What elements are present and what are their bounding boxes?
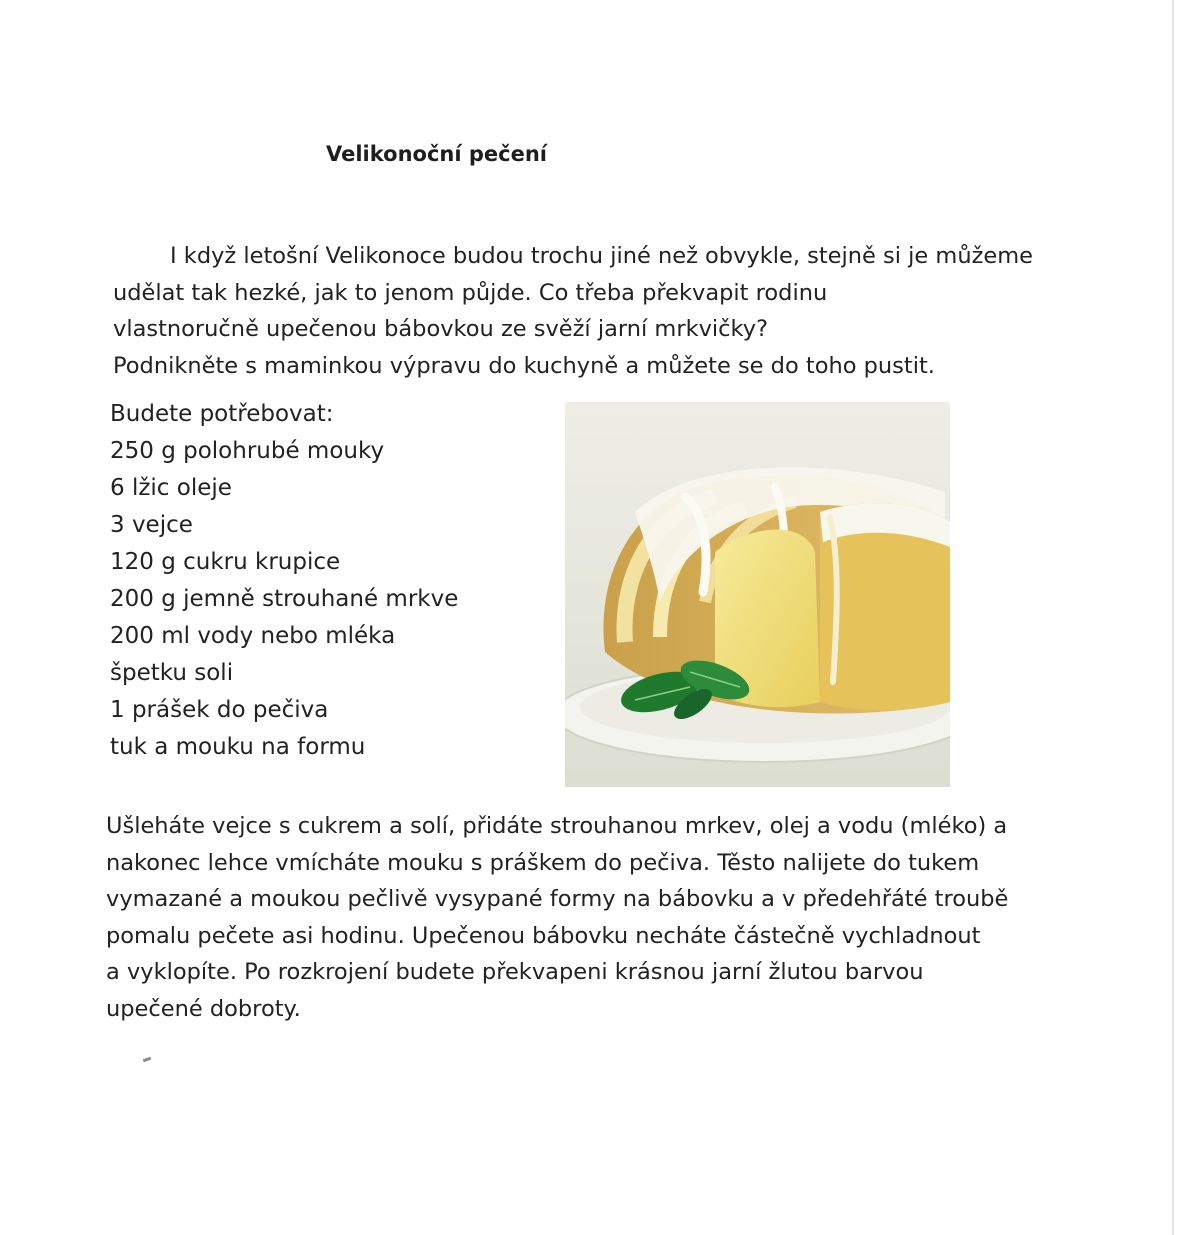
ingredient-item: 200 g jemně strouhané mrkve: [110, 586, 459, 612]
ingredients-heading: Budete potřebovat:: [110, 401, 334, 427]
ingredient-item: 200 ml vody nebo mléka: [110, 623, 396, 649]
page-title: Velikonoční pečení: [326, 142, 547, 166]
intro-paragraph: [113, 238, 1053, 384]
method-line: upečené dobroty.: [106, 995, 301, 1022]
method-line: vymazané a moukou pečlivě vysypané formy na bábovku a v předehřáté troubě: [106, 886, 1009, 912]
ingredient-item: špetku soli: [110, 660, 234, 686]
intro-line: I když letošní Velikonoce budou trochu jiné než obvykle, stejně si je můžeme: [170, 243, 1033, 269]
ingredient-item: 1 prášek do pečiva: [110, 697, 329, 723]
method-paragraph: [106, 808, 1066, 1027]
bundt-cake-illustration: [565, 402, 950, 787]
ingredient-item: 250 g polohrubé mouky: [110, 438, 385, 464]
ingredient-item: 6 lžic oleje: [110, 475, 232, 501]
bundt-cake-photo: [565, 402, 950, 787]
method-line: pomalu pečete asi hodinu. Upečenou bábovku necháte částečně vychladnout: [106, 922, 981, 949]
intro-line: udělat tak hezké, jak to jenom půjde. Co třeba překvapit rodinu: [113, 279, 828, 306]
method-line: Ušleháte vejce s cukrem a solí, přidáte strouhanou mrkev, olej a vodu (mléko) a: [106, 813, 1008, 839]
ingredient-item: 3 vejce: [110, 512, 193, 538]
method-line: a vyklopíte. Po rozkrojení budete překvapeni krásnou jarní žlutou barvou: [106, 959, 924, 985]
ingredient-item: tuk a mouku na formu: [110, 734, 366, 760]
page-edge-line: [1172, 0, 1174, 1235]
intro-line: Podnikněte s maminkou výpravu do kuchyně a můžete se do toho pustit.: [113, 352, 935, 379]
method-line: nakonec lehce vmícháte mouku s práškem do pečiva. Těsto nalijete do tukem: [106, 849, 980, 876]
intro-line: vlastnoručně upečenou bábovkou ze svěží jarní mrkvičky?: [113, 316, 769, 342]
ingredients-list: [110, 396, 458, 766]
ingredient-item: 120 g cukru krupice: [110, 549, 341, 575]
scan-speck: [143, 1057, 152, 1063]
